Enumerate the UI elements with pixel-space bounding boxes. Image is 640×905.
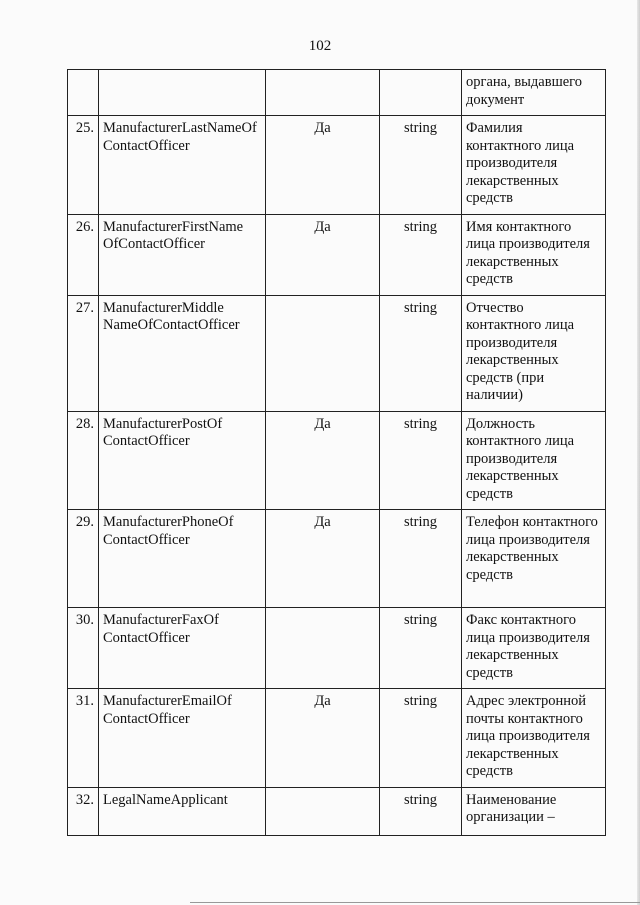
field-description: Отчество контактного лица производителя лекарственных средств (при наличии) (462, 295, 606, 411)
required-flag (266, 608, 380, 689)
field-name: ManufacturerFirstName OfContactOfficer (99, 214, 266, 295)
row-number: 27. (68, 295, 99, 411)
field-type: string (380, 116, 462, 215)
field-type: string (380, 787, 462, 835)
row-number: 25. (68, 116, 99, 215)
fields-table (67, 69, 606, 836)
row-number (68, 70, 99, 116)
table-row (68, 510, 606, 608)
field-description: Телефон контактного лица производителя лекарственных средств (462, 510, 606, 608)
required-flag (266, 787, 380, 835)
field-name: LegalNameApplicant (99, 787, 266, 835)
field-name: ManufacturerPostOf ContactOfficer (99, 411, 266, 510)
required-flag: Да (266, 411, 380, 510)
field-type: string (380, 295, 462, 411)
field-description: Адрес электронной почты контактного лица производителя лекарственных средств (462, 689, 606, 788)
row-number: 31. (68, 689, 99, 788)
required-flag: Да (266, 116, 380, 215)
field-type: string (380, 689, 462, 788)
field-description: Фамилия контактного лица производителя лекарственных средств (462, 116, 606, 215)
field-description: Наименование организации – (462, 787, 606, 835)
row-number: 26. (68, 214, 99, 295)
table-row (68, 295, 606, 411)
required-flag (266, 295, 380, 411)
scan-artifact-line (190, 902, 640, 903)
field-name: ManufacturerEmailOf ContactOfficer (99, 689, 266, 788)
field-type: string (380, 411, 462, 510)
required-flag (266, 70, 380, 116)
table-row (68, 608, 606, 689)
table-row (68, 689, 606, 788)
table-row (68, 214, 606, 295)
required-flag: Да (266, 689, 380, 788)
field-type (380, 70, 462, 116)
field-name: ManufacturerLastNameOf ContactOfficer (99, 116, 266, 215)
required-flag: Да (266, 214, 380, 295)
field-type: string (380, 510, 462, 608)
field-type: string (380, 214, 462, 295)
row-number: 29. (68, 510, 99, 608)
field-description: Должность контактного лица производителя лекарственных средств (462, 411, 606, 510)
table-row (68, 787, 606, 835)
field-name: ManufacturerPhoneOf ContactOfficer (99, 510, 266, 608)
field-type: string (380, 608, 462, 689)
field-description: Имя контактного лица производителя лекарственных средств (462, 214, 606, 295)
row-number: 32. (68, 787, 99, 835)
table-row (68, 116, 606, 215)
field-name: ManufacturerMiddle NameOfContactOfficer (99, 295, 266, 411)
table-row (68, 411, 606, 510)
page-number: 102 (308, 38, 332, 54)
required-flag: Да (266, 510, 380, 608)
field-description: Факс контактного лица производителя лекарственных средств (462, 608, 606, 689)
row-number: 30. (68, 608, 99, 689)
table-row (68, 70, 606, 116)
field-name (99, 70, 266, 116)
row-number: 28. (68, 411, 99, 510)
field-name: ManufacturerFaxOf ContactOfficer (99, 608, 266, 689)
field-description: органа, выдавшего документ (462, 70, 606, 116)
